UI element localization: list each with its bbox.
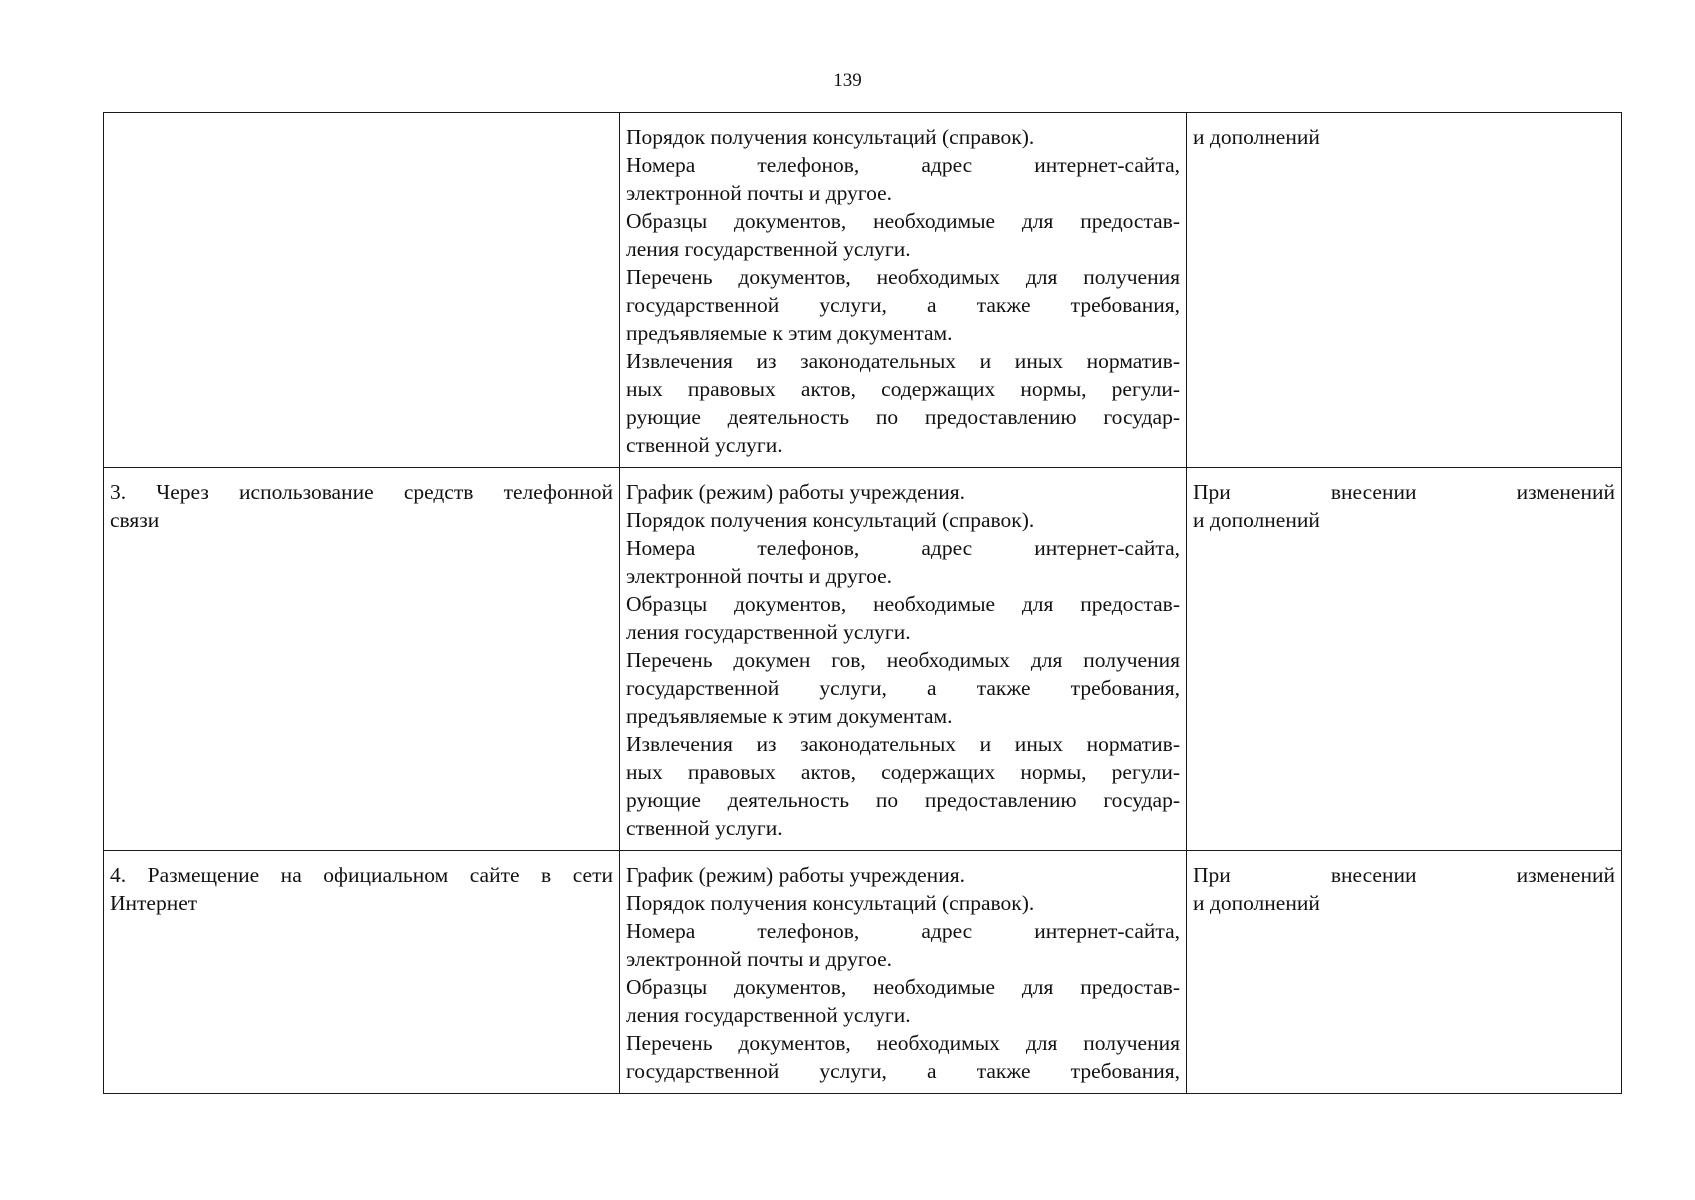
info-line: Порядок получения консультаций (справок). bbox=[626, 508, 1035, 532]
frequency-line: и дополнений bbox=[1193, 891, 1320, 915]
info-line: Номера телефонов, адрес интернет-сайта, bbox=[626, 536, 1180, 560]
frequency-line: При внесении изменений bbox=[1193, 863, 1615, 887]
info-cell bbox=[620, 851, 1187, 1094]
info-line: Перечень документов, необходимых для получения bbox=[626, 1031, 1180, 1055]
information-table bbox=[103, 112, 1622, 1094]
info-line: предъявляемые к этим документам. bbox=[626, 321, 953, 345]
method-cell bbox=[104, 468, 620, 851]
info-line: График (режим) работы учреждения. bbox=[626, 480, 965, 504]
method-cell bbox=[104, 113, 620, 468]
frequency-line: и дополнений bbox=[1193, 125, 1320, 149]
method-cell bbox=[104, 851, 620, 1094]
frequency-line: При внесении изменений bbox=[1193, 480, 1615, 504]
info-line: График (режим) работы учреждения. bbox=[626, 863, 965, 887]
info-paragraph bbox=[626, 1029, 1180, 1085]
info-line: Порядок получения консультаций (справок). bbox=[626, 125, 1035, 149]
info-paragraph bbox=[626, 123, 1180, 151]
method-line: связи bbox=[110, 508, 160, 532]
info-paragraph bbox=[626, 889, 1180, 917]
info-line: Перечень докумен гов, необходимых для получения bbox=[626, 648, 1180, 672]
info-line: Перечень документов, необходимых для получения bbox=[626, 265, 1180, 289]
method-line: 3. Через использование средств телефонной bbox=[110, 480, 613, 504]
info-paragraph bbox=[626, 730, 1180, 842]
info-line: Порядок получения консультаций (справок). bbox=[626, 891, 1035, 915]
table-row bbox=[104, 851, 1622, 1094]
info-line: Образцы документов, необходимые для предостав- bbox=[626, 975, 1180, 999]
info-line: государственной услуги, а также требования, bbox=[626, 1059, 1180, 1083]
info-line: Номера телефонов, адрес интернет-сайта, bbox=[626, 919, 1180, 943]
info-line: рующие деятельность по предоставлению государ- bbox=[626, 405, 1180, 429]
info-line: ных правовых актов, содержащих нормы, регули- bbox=[626, 760, 1180, 784]
info-line: Образцы документов, необходимые для предостав- bbox=[626, 209, 1180, 233]
info-paragraph bbox=[626, 917, 1180, 973]
info-line: электронной почты и другое. bbox=[626, 947, 893, 971]
table-row bbox=[104, 468, 1622, 851]
info-line: электронной почты и другое. bbox=[626, 564, 893, 588]
method-line: 4. Размещение на официальном сайте в сети bbox=[110, 863, 613, 887]
info-line: ления государственной услуги. bbox=[626, 620, 911, 644]
info-line: Номера телефонов, адрес интернет-сайта, bbox=[626, 153, 1180, 177]
info-line: ления государственной услуги. bbox=[626, 1003, 911, 1027]
info-cell bbox=[620, 113, 1187, 468]
info-line: ления государственной услуги. bbox=[626, 237, 911, 261]
table-body bbox=[104, 113, 1622, 1094]
info-paragraph bbox=[626, 151, 1180, 207]
info-line: рующие деятельность по предоставлению государ- bbox=[626, 788, 1180, 812]
info-paragraph bbox=[626, 861, 1180, 889]
info-line: Извлечения из законодательных и иных норматив- bbox=[626, 349, 1180, 373]
info-paragraph bbox=[626, 590, 1180, 646]
frequency-cell bbox=[1187, 468, 1622, 851]
info-line: Образцы документов, необходимые для предостав- bbox=[626, 592, 1180, 616]
table-row bbox=[104, 113, 1622, 468]
info-paragraph bbox=[626, 534, 1180, 590]
info-paragraph bbox=[626, 347, 1180, 459]
info-line: государственной услуги, а также требования, bbox=[626, 676, 1180, 700]
info-cell bbox=[620, 468, 1187, 851]
info-paragraph bbox=[626, 478, 1180, 506]
info-line: электронной почты и другое. bbox=[626, 181, 893, 205]
info-line: предъявляемые к этим документам. bbox=[626, 704, 953, 728]
frequency-line: и дополнений bbox=[1193, 508, 1320, 532]
info-paragraph bbox=[626, 646, 1180, 730]
info-line: ственной услуги. bbox=[626, 816, 783, 840]
frequency-cell bbox=[1187, 113, 1622, 468]
info-line: государственной услуги, а также требования, bbox=[626, 293, 1180, 317]
info-paragraph bbox=[626, 263, 1180, 347]
page-number: 139 bbox=[833, 70, 862, 91]
frequency-cell bbox=[1187, 851, 1622, 1094]
info-paragraph bbox=[626, 207, 1180, 263]
method-line: Интернет bbox=[110, 891, 198, 915]
info-line: ственной услуги. bbox=[626, 433, 783, 457]
info-line: Извлечения из законодательных и иных норматив- bbox=[626, 732, 1180, 756]
info-line: ных правовых актов, содержащих нормы, регули- bbox=[626, 377, 1180, 401]
info-paragraph bbox=[626, 506, 1180, 534]
info-paragraph bbox=[626, 973, 1180, 1029]
